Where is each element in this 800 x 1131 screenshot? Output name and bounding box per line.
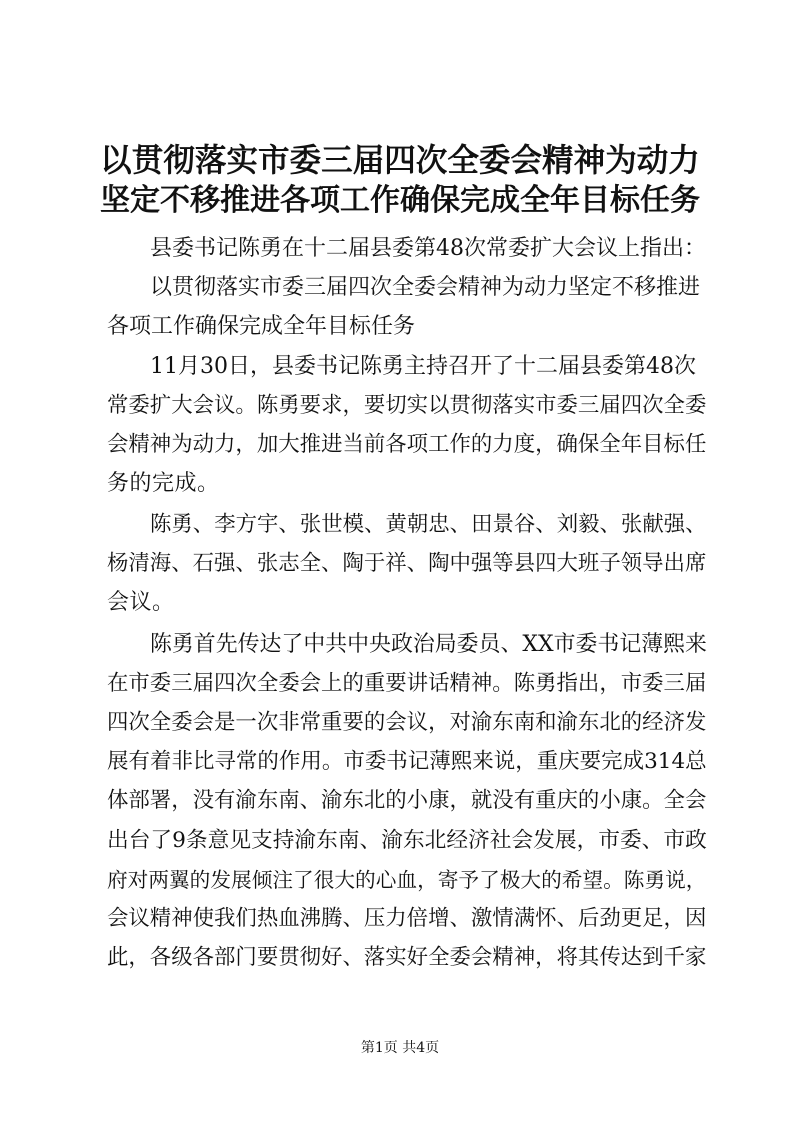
text-line: 陈勇、李方宇、张世模、黄朝忠、田景谷、刘毅、张献强、	[150, 512, 707, 537]
text-line: 会精神为动力，加大推进当前各项工作的力度，确保全年目标任	[107, 432, 707, 457]
text-line: 各项工作确保完成全年目标任务	[107, 314, 416, 339]
text-line: 出台了9条意见支持渝东南、渝东北经济社会发展，市委、市政	[107, 828, 707, 853]
text-line: 以贯彻落实市委三届四次全委会精神为动力坚定不移推进	[150, 275, 701, 300]
text-line: 在市委三届四次全委会上的重要讲话精神。陈勇指出，市委三届	[107, 671, 707, 696]
text-line: 府对两翼的发展倾注了很大的心血，寄予了极大的希望。陈勇说，	[107, 868, 707, 892]
text-line: 11月30日，县委书记陈勇主持召开了十二届县委第48次	[150, 354, 696, 379]
text-line: 会议。	[107, 590, 175, 615]
document-title-line-2: 坚定不移推进各项工作确保完成全年目标任务	[100, 183, 700, 218]
text-line: 杨清海、石强、张志全、陶于祥、陶中强等县四大班子领导出席	[107, 551, 707, 576]
text-line: 县委书记陈勇在十二届县委第48次常委扩大会议上指出：	[150, 236, 706, 261]
text-line: 此，各级各部门要贯彻好、落实好全委会精神，将其传达到千家	[107, 945, 707, 970]
text-line: 四次全委会是一次非常重要的会议，对渝东南和渝东北的经济发	[107, 710, 707, 735]
text-line: 常委扩大会议。陈勇要求，要切实以贯彻落实市委三届四次全委	[107, 393, 707, 418]
text-line: 会议精神使我们热血沸腾、压力倍增、激情满怀、后劲更足，因	[107, 906, 707, 931]
document-title-line-1: 以贯彻落实市委三届四次全委会精神为动力	[100, 142, 700, 179]
page-number-footer: 第1页 共4页	[360, 1040, 440, 1056]
text-line: 务的完成。	[107, 471, 220, 496]
text-line: 体部署，没有渝东南、渝东北的小康，就没有重庆的小康。全会	[107, 788, 707, 813]
text-line: 展有着非比寻常的作用。市委书记薄熙来说，重庆要完成314总	[107, 749, 707, 774]
text-line: 陈勇首先传达了中共中央政治局委员、XX市委书记薄熙来	[150, 632, 707, 657]
